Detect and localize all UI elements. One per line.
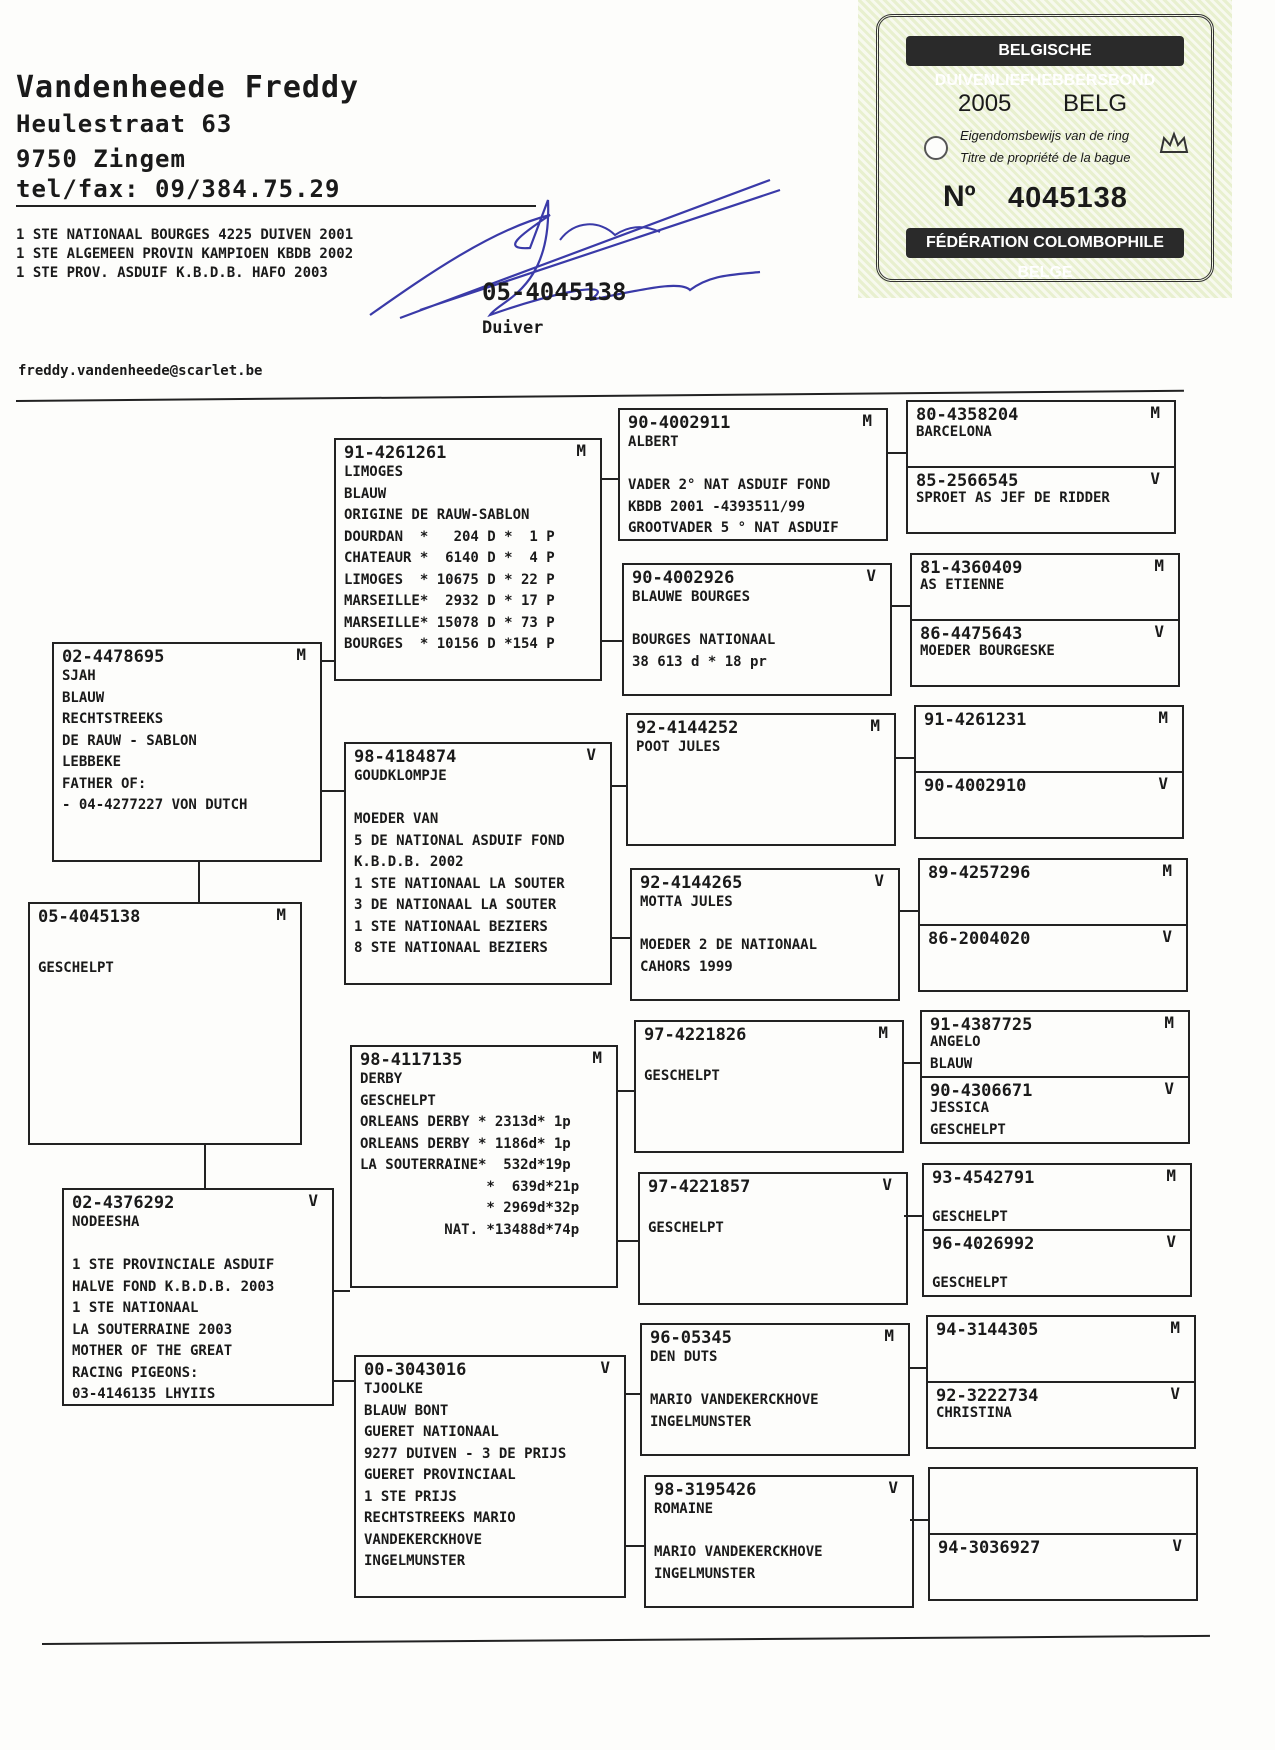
- pedigree-line: MARIO VANDEKERCKHOVE: [654, 1544, 823, 1560]
- ring-number: 97-4221857: [648, 1177, 751, 1197]
- sex-marker: M: [878, 1023, 888, 1042]
- ring-number: 94-3144305: [936, 1320, 1039, 1340]
- pedigree-box-grandsire: [922, 1012, 1188, 1078]
- subject-ring: 05-4045138: [482, 278, 627, 306]
- connector-line: [900, 910, 918, 912]
- pedigree-line: LIMOGES: [344, 464, 404, 480]
- pedigree-box-grandsire: [916, 707, 1182, 773]
- pedigree-line: MOTHER OF THE GREAT: [72, 1343, 233, 1359]
- connector-line: [612, 785, 626, 787]
- sex-marker: M: [884, 1326, 894, 1345]
- pedigree-line: GESCHELPT: [932, 1208, 1008, 1225]
- pedigree-line: GOUDKLOMPJE: [354, 768, 447, 784]
- pedigree-line: RECHTSTREEKS: [62, 711, 164, 727]
- pedigree-line: RECHTSTREEKS MARIO: [364, 1510, 516, 1526]
- ring-certificate-stamp: [858, 0, 1232, 298]
- pedigree-lines: [360, 1069, 579, 1241]
- stamp-no-label: Nº: [943, 180, 976, 213]
- pedigree-box-mf: [350, 1045, 618, 1288]
- pedigree-line: INGELMUNSTER: [364, 1553, 466, 1569]
- pedigree-line: LA SOUTERRAINE 2003: [72, 1321, 233, 1338]
- pedigree-line: BOURGES NATIONAAL: [632, 632, 776, 648]
- pedigree-line: 1 STE NATIONAAL BEZIERS: [354, 918, 548, 935]
- pedigree-box-mmf: [640, 1323, 910, 1456]
- pedigree-line: BLAUW: [62, 689, 105, 706]
- pedigree-lines: [640, 892, 817, 978]
- pedigree-pair-1: [906, 400, 1176, 534]
- connector-line: [322, 660, 336, 662]
- pedigree-lines: [932, 1251, 1008, 1294]
- pedigree-line: JESSICA: [930, 1100, 990, 1116]
- pedigree-line: 03-4146135 LHYIIS: [72, 1386, 216, 1402]
- pedigree-line: SJAH: [62, 668, 96, 684]
- stamp-bottom-banner: FÉDÉRATION COLOMBOPHILE BELGE: [906, 228, 1184, 258]
- pedigree-lines: [936, 1403, 1012, 1425]
- pedigree-lines: [932, 1185, 1008, 1228]
- ring-number: 86-2004020: [928, 929, 1031, 949]
- ring-number: 85-2566545: [916, 471, 1019, 491]
- pedigree-line: ANGELO: [930, 1034, 981, 1050]
- connector-line: [602, 640, 622, 642]
- pedigree-line: [640, 914, 817, 936]
- ring-number: 90-4002926: [632, 568, 735, 588]
- pedigree-line: 1 STE NATIONAAL LA SOUTER: [354, 875, 565, 892]
- pedigree-line: 3 DE NATIONAAL LA SOUTER: [354, 897, 557, 913]
- footer-rule: [42, 1635, 1210, 1645]
- pedigree-lines: [650, 1347, 819, 1433]
- pedigree-box-mmm: [644, 1475, 914, 1608]
- pedigree-box-pigeon: [28, 902, 302, 1145]
- ring-number: 91-4261261: [344, 443, 447, 463]
- sex-marker: M: [1164, 1013, 1174, 1032]
- pedigree-line: LEBBEKE: [62, 754, 122, 770]
- subject-label: Duiver: [482, 318, 544, 338]
- pedigree-line: INGELMUNSTER: [654, 1565, 756, 1582]
- connector-line: [334, 1290, 350, 1292]
- pedigree-line: GROOTVADER 5 ° NAT ASDUIF: [628, 520, 839, 536]
- pedigree-line: FATHER OF:: [62, 775, 147, 792]
- connector-line: [198, 862, 200, 902]
- ring-number: 96-05345: [650, 1328, 732, 1348]
- pedigree-line: INGELMUNSTER: [650, 1413, 752, 1430]
- ring-number: 98-3195426: [654, 1480, 757, 1500]
- pedigree-box-granddam: [912, 621, 1178, 687]
- pedigree-line: [654, 1521, 823, 1543]
- sex-marker: V: [1154, 622, 1164, 641]
- sex-marker: M: [870, 716, 880, 735]
- ring-number: 98-4184874: [354, 747, 457, 767]
- pedigree-box-mff: [634, 1020, 904, 1153]
- pedigree-box-granddam: [928, 1383, 1194, 1449]
- pedigree-line: [644, 1044, 720, 1066]
- achievement-1: 1 STE NATIONAAL BOURGES 4225 DUIVEN 2001: [16, 227, 354, 243]
- sex-marker: M: [1162, 861, 1172, 880]
- pedigree-pair-5: [920, 1010, 1190, 1144]
- ring-number: 92-4144265: [640, 873, 743, 893]
- sex-marker: M: [276, 905, 286, 924]
- stamp-top-banner: BELGISCHE DUIVENLIEFHEBBERSBOND: [906, 36, 1184, 66]
- ring-number: 00-3043016: [364, 1360, 467, 1380]
- achievement-2: 1 STE ALGEMEEN PROVIN KAMPIOEN KBDB 2002: [16, 246, 354, 262]
- pedigree-box-ff: [334, 438, 602, 681]
- pedigree-box-grandsire: [924, 1165, 1190, 1231]
- pedigree-box-granddam: [930, 1535, 1196, 1601]
- pedigree-lines: [628, 432, 839, 540]
- connector-line: [626, 1393, 640, 1395]
- pedigree-line: 9277 DUIVEN - 3 DE PRIJS: [364, 1445, 567, 1462]
- pedigree-line: K.B.D.B. 2002: [354, 854, 464, 870]
- sex-marker: V: [1164, 1079, 1174, 1098]
- pedigree-line: 1 STE NATIONAAL: [72, 1300, 199, 1316]
- pedigree-box-granddam: [922, 1078, 1188, 1144]
- pedigree-lines: [654, 1499, 823, 1585]
- sex-marker: M: [592, 1048, 602, 1067]
- stamp-year: 2005: [958, 90, 1012, 117]
- sex-marker: V: [1170, 1384, 1180, 1403]
- pedigree-box-fm: [344, 742, 612, 985]
- pedigree-line: BLAUW: [344, 485, 387, 502]
- sex-marker: V: [308, 1191, 318, 1210]
- ring-number: 05-4045138: [38, 907, 141, 927]
- pedigree-line: CAHORS 1999: [640, 958, 733, 975]
- pedigree-box-mm: [354, 1355, 626, 1598]
- pedigree-box-granddam: [916, 773, 1182, 839]
- pedigree-box-mother: [62, 1188, 334, 1406]
- pedigree-line: [354, 788, 565, 810]
- pedigree-pair-3: [914, 705, 1184, 839]
- pedigree-box-grandsire: [912, 555, 1178, 621]
- ring-number: 98-4117135: [360, 1050, 463, 1070]
- pedigree-line: MOEDER VAN: [354, 811, 439, 827]
- breeder-street: Heulestraat 63: [16, 110, 233, 138]
- sex-marker: V: [1172, 1536, 1182, 1555]
- pedigree-line: HALVE FOND K.B.D.B. 2003: [72, 1278, 275, 1295]
- crown-icon: [1158, 130, 1190, 156]
- pedigree-pair-6: [922, 1163, 1192, 1297]
- sex-marker: M: [576, 441, 586, 460]
- ring-number: 90-4002910: [924, 776, 1027, 796]
- connector-line: [902, 1062, 920, 1064]
- ring-number: 90-4306671: [930, 1081, 1033, 1101]
- ring-number: 91-4261231: [924, 710, 1027, 730]
- achievement-3: 1 STE PROV. ASDUIF K.B.D.B. HAFO 2003: [16, 265, 328, 281]
- pedigree-line: 1 STE PRIJS: [364, 1488, 457, 1505]
- pedigree-line: 8 STE NATIONAAL BEZIERS: [354, 940, 548, 956]
- pedigree-line: 1 STE PROVINCIALE ASDUIF: [72, 1257, 275, 1273]
- pedigree-line: LA SOUTERRAINE* 532d*19p: [360, 1157, 571, 1173]
- pedigree-pair-4: [918, 858, 1188, 992]
- pedigree-lines: [354, 766, 565, 960]
- pedigree-pair-8: [928, 1467, 1198, 1601]
- pedigree-line: [628, 454, 839, 476]
- breeder-phone: tel/fax: 09/384.75.29: [16, 175, 341, 203]
- ring-number: 93-4542791: [932, 1168, 1035, 1188]
- stamp-hole: [924, 136, 948, 160]
- pedigree-line: MARSEILLE* 15078 D * 73 P: [344, 614, 555, 631]
- sex-marker: M: [1154, 556, 1164, 575]
- pedigree-line: NAT. *13488d*74p: [360, 1221, 580, 1238]
- pedigree-line: GESCHELPT: [644, 1067, 720, 1084]
- pedigree-box-grandsire: [930, 1469, 1196, 1535]
- pedigree-line: DERBY: [360, 1071, 403, 1087]
- pedigree-box-fmf: [626, 713, 896, 846]
- pedigree-line: MOEDER 2 DE NATIONAAL: [640, 937, 818, 953]
- pedigree-lines: [930, 1032, 981, 1075]
- pedigree-line: BOURGES * 10156 D *154 P: [344, 636, 555, 652]
- pedigree-line: ALBERT: [628, 434, 679, 450]
- ring-number: 92-4144252: [636, 718, 739, 738]
- pedigree-line: 5 DE NATIONAL ASDUIF FOND: [354, 832, 565, 849]
- pedigree-line: MOTTA JULES: [640, 894, 733, 910]
- ring-number: 02-4376292: [72, 1193, 175, 1213]
- pedigree-lines: [38, 936, 114, 979]
- connector-line: [626, 1545, 644, 1547]
- pedigree-box-granddam: [924, 1231, 1190, 1297]
- connector-line: [910, 1519, 928, 1521]
- pedigree-line: ROMAINE: [654, 1501, 714, 1517]
- pedigree-line: AS ETIENNE: [920, 577, 1005, 593]
- connector-line: [896, 757, 914, 759]
- breeder-name: Vandenheede Freddy: [16, 70, 360, 105]
- sex-marker: M: [862, 411, 872, 430]
- pedigree-box-ffm: [622, 563, 892, 696]
- connector-line: [204, 1145, 206, 1188]
- pedigree-line: BARCELONA: [916, 424, 992, 440]
- connector-line: [612, 937, 630, 939]
- pedigree-pair-7: [926, 1315, 1196, 1449]
- pedigree-line: [650, 1369, 819, 1391]
- pedigree-line: TJOOLKE: [364, 1381, 424, 1397]
- sex-marker: V: [866, 566, 876, 585]
- sex-marker: M: [1166, 1166, 1176, 1185]
- connector-line: [618, 1090, 634, 1092]
- pedigree-line: NODEESHA: [72, 1214, 140, 1230]
- ring-number: 97-4221826: [644, 1025, 747, 1045]
- pedigree-box-mfm: [638, 1172, 908, 1305]
- pedigree-line: * 639d*21p: [360, 1178, 580, 1195]
- pedigree-line: [648, 1196, 724, 1218]
- pedigree-line: LIMOGES * 10675 D * 22 P: [344, 571, 555, 588]
- pedigree-line: 38 613 d * 18 pr: [632, 653, 767, 670]
- sex-marker: V: [888, 1478, 898, 1497]
- pedigree-lines: [648, 1196, 724, 1239]
- sex-marker: V: [882, 1175, 892, 1194]
- pedigree-line: GESCHELPT: [648, 1219, 724, 1236]
- pedigree-lines: [344, 462, 555, 656]
- pedigree-lines: [920, 641, 1055, 663]
- pedigree-line: ORLEANS DERBY * 1186d* 1p: [360, 1135, 571, 1152]
- connector-line: [904, 1215, 922, 1217]
- stamp-number: 4045138: [1008, 182, 1128, 214]
- pedigree-line: [632, 609, 775, 631]
- pedigree-box-fff: [618, 408, 888, 541]
- connector-line: [334, 1380, 354, 1382]
- pedigree-line: CHATEAUR * 6140 D * 4 P: [344, 550, 555, 566]
- pedigree-lines: [644, 1044, 720, 1087]
- pedigree-line: ORLEANS DERBY * 2313d* 1p: [360, 1114, 571, 1130]
- pedigree-pair-2: [910, 553, 1180, 687]
- stamp-text-nl: Eigendomsbewijs van de ring: [960, 128, 1130, 143]
- pedigree-line: RACING PIGEONS:: [72, 1364, 199, 1381]
- pedigree-line: VANDEKERCKHOVE: [364, 1531, 483, 1548]
- ring-number: 90-4002911: [628, 413, 731, 433]
- pedigree-line: MARIO VANDEKERCKHOVE: [650, 1392, 819, 1408]
- pedigree-line: [932, 1251, 1008, 1273]
- pedigree-line: GESCHELPT: [360, 1092, 436, 1109]
- pedigree-lines: [916, 488, 1110, 510]
- ring-number: 96-4026992: [932, 1234, 1035, 1254]
- pedigree-line: GESCHELPT: [930, 1121, 1006, 1138]
- pedigree-line: SPROET AS JEF DE RIDDER: [916, 490, 1110, 506]
- connector-line: [908, 1367, 926, 1369]
- ring-number: 02-4478695: [62, 647, 165, 667]
- connector-line: [322, 790, 344, 792]
- pedigree-line: GESCHELPT: [38, 959, 114, 976]
- pedigree-line: KBDB 2001 -4393511/99: [628, 498, 806, 515]
- ring-number: 92-3222734: [936, 1386, 1039, 1406]
- pedigree-line: BLAUW BONT: [364, 1402, 449, 1419]
- pedigree-line: DE RAUW - SABLON: [62, 732, 197, 749]
- ring-number: 86-4475643: [920, 624, 1023, 644]
- connector-line: [618, 1240, 638, 1242]
- sex-marker: M: [296, 645, 306, 664]
- pedigree-box-fmm: [630, 868, 900, 1001]
- pedigree-line: BLAUW: [930, 1055, 973, 1072]
- pedigree-line: VADER 2° NAT ASDUIF FOND: [628, 477, 831, 493]
- pedigree-line: [72, 1234, 274, 1256]
- sex-marker: M: [1150, 403, 1160, 422]
- pedigree-line: CHRISTINA: [936, 1405, 1012, 1421]
- sex-marker: M: [1170, 1318, 1180, 1337]
- email: freddy.vandenheede@scarlet.be: [18, 363, 263, 379]
- connector-line: [888, 452, 906, 454]
- pedigree-line: MOEDER BOURGESKE: [920, 643, 1055, 659]
- pedigree-box-grandsire: [920, 860, 1186, 926]
- sex-marker: V: [600, 1358, 610, 1377]
- pedigree-lines: [72, 1212, 274, 1406]
- pedigree-line: [932, 1185, 1008, 1207]
- pedigree-lines: [920, 575, 1004, 597]
- pedigree-box-grandsire: [908, 402, 1174, 468]
- pedigree-lines: [916, 422, 992, 444]
- pedigree-line: [38, 936, 114, 958]
- pedigree-box-granddam: [920, 926, 1186, 992]
- sex-marker: M: [1158, 708, 1168, 727]
- ring-number: 94-3036927: [938, 1538, 1041, 1558]
- sex-marker: V: [1162, 927, 1172, 946]
- pedigree-line: DEN DUTS: [650, 1349, 718, 1365]
- ring-number: 80-4358204: [916, 405, 1019, 425]
- pedigree-line: ORIGINE DE RAUW-SABLON: [344, 507, 530, 523]
- pedigree-lines: [364, 1379, 566, 1573]
- pedigree-line: POOT JULES: [636, 739, 721, 755]
- pedigree-line: BLAUWE BOURGES: [632, 589, 751, 605]
- stamp-text-fr: Titre de propriété de la bague: [960, 150, 1131, 165]
- pedigree-lines: [636, 737, 720, 759]
- pedigree-line: MARSEILLE* 2932 D * 17 P: [344, 593, 555, 609]
- pedigree-box-granddam: [908, 468, 1174, 534]
- pedigree-box-father: [52, 642, 322, 862]
- stamp-country: BELG: [1063, 90, 1128, 117]
- ring-number: 89-4257296: [928, 863, 1031, 883]
- sex-marker: V: [1166, 1232, 1176, 1251]
- sex-marker: V: [1150, 469, 1160, 488]
- connector-line: [892, 605, 910, 607]
- sex-marker: V: [1158, 774, 1168, 793]
- pedigree-lines: [62, 666, 247, 817]
- pedigree-box-grandsire: [928, 1317, 1194, 1383]
- connector-line: [602, 478, 618, 480]
- pedigree-lines: [930, 1098, 1006, 1141]
- pedigree-line: GUERET PROVINCIAAL: [364, 1467, 516, 1483]
- sex-marker: V: [586, 745, 596, 764]
- ring-number: 81-4360409: [920, 558, 1023, 578]
- pedigree-line: - 04-4277227 VON DUTCH: [62, 797, 248, 813]
- breeder-city: 9750 Zingem: [16, 145, 186, 173]
- pedigree-line: GUERET NATIONAAL: [364, 1424, 499, 1440]
- pedigree-line: * 2969d*32p: [360, 1200, 580, 1216]
- pedigree-line: GESCHELPT: [932, 1274, 1008, 1291]
- sex-marker: V: [874, 871, 884, 890]
- pedigree-line: DOURDAN * 204 D * 1 P: [344, 528, 555, 545]
- pedigree-lines: [632, 587, 775, 673]
- ring-number: 91-4387725: [930, 1015, 1033, 1035]
